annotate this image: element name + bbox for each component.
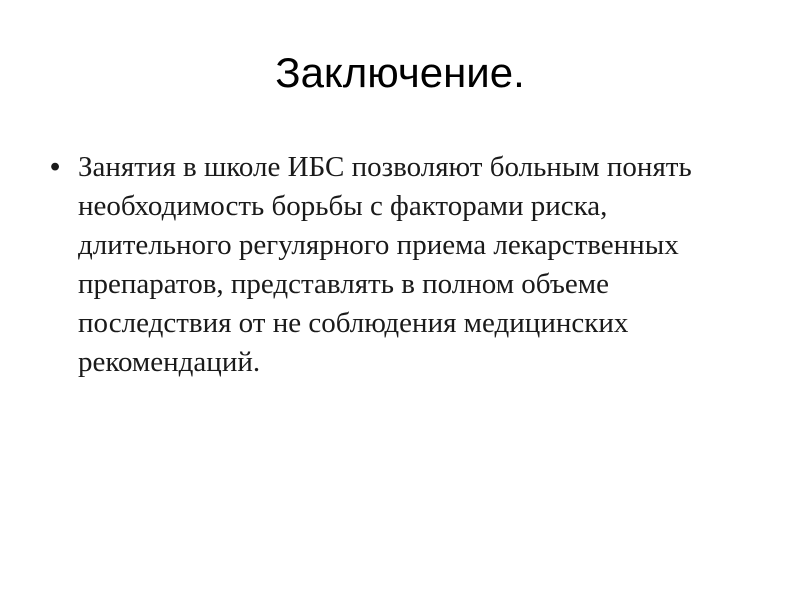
- bullet-text: Занятия в школе ИБС позволяют больным понять необходимость борьбы с факторами риска, длительного регулярного приема лекарственных препаратов, представлять в полном объеме последствия от не соблюдения медицинских рекомендаций.: [78, 151, 692, 378]
- bullet-item: [50, 148, 750, 382]
- slide-body: [50, 148, 750, 382]
- slide-title: Заключение.: [275, 49, 525, 96]
- bullet-marker: •: [50, 151, 61, 183]
